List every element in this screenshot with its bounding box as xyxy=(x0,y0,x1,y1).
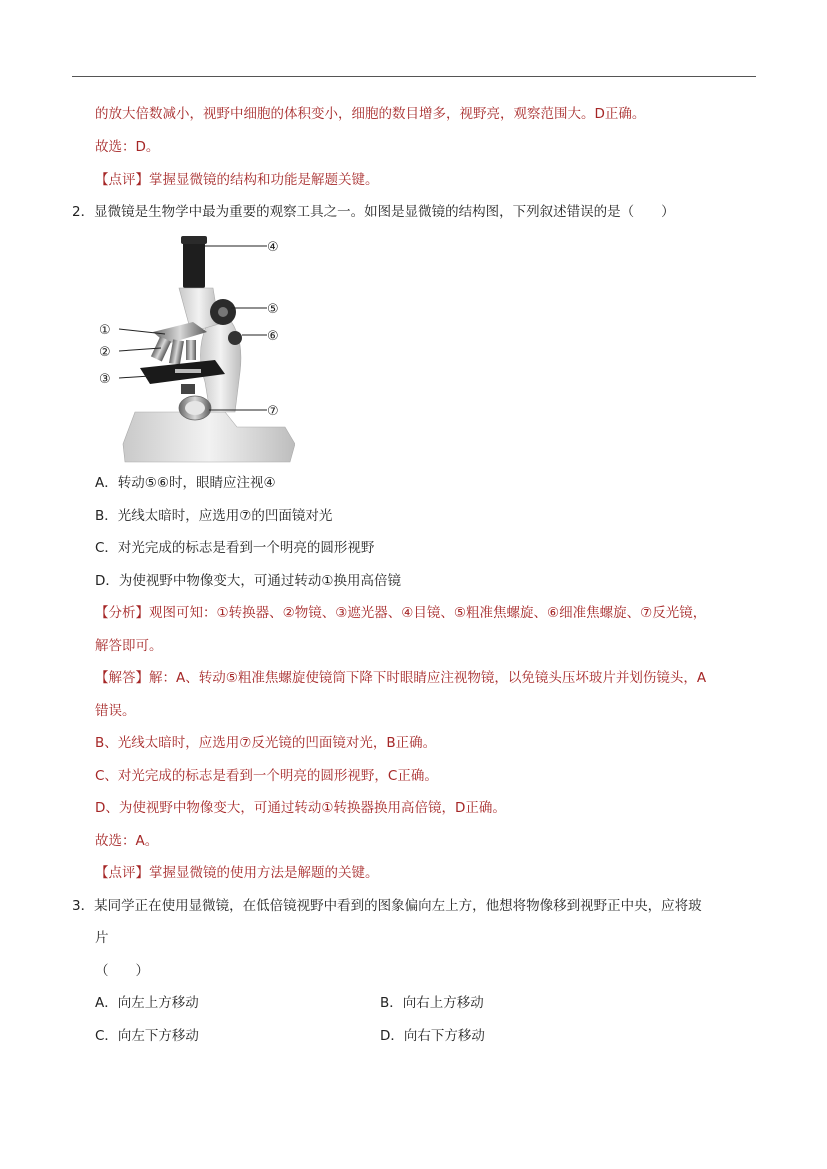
q2-stem: 2．显微镜是生物学中最为重要的观察工具之一。如图是显微镜的结构图，下列叙述错误的是（ ） xyxy=(72,204,675,220)
fig-label-7: ⑦ xyxy=(267,404,279,419)
q3-option-b: B．向右上方移动 xyxy=(380,995,484,1011)
prev-choose: 故选：D。 xyxy=(95,139,160,155)
q2-answer-b: B、光线太暗时，应选用⑦反光镜的凹面镜对光，B正确。 xyxy=(95,735,437,751)
fig-label-1: ① xyxy=(99,323,111,338)
q2-answer-d: D、为使视野中物像变大，可通过转动①转换器换用高倍镜，D正确。 xyxy=(95,800,506,816)
comment-text: 掌握显微镜的使用方法是解题的关键。 xyxy=(149,865,379,881)
q2-choose: 故选：A。 xyxy=(95,833,159,849)
answer-tag: 【解答】 xyxy=(95,670,149,686)
prev-answer-line: 的放大倍数减小，视野中细胞的体积变小，细胞的数目增多，视野亮，观察范围大。D正确。 xyxy=(95,106,646,122)
q2-option-c: C．对光完成的标志是看到一个明亮的圆形视野 xyxy=(95,540,375,556)
q3-stem: 3．某同学正在使用显微镜，在低倍镜视野中看到的图象偏向左上方，他想将物像移到视野正中央，应将玻 xyxy=(72,898,702,914)
header-rule xyxy=(72,76,756,77)
q2-option-b: B．光线太暗时，应选用⑦的凹面镜对光 xyxy=(95,508,333,524)
analysis-tag: 【分析】 xyxy=(95,605,149,621)
comment-tag: 【点评】 xyxy=(95,172,149,188)
q3-paren: （ ） xyxy=(95,963,149,979)
q2-option-d: D．为使视野中物像变大，可通过转动①换用高倍镜 xyxy=(95,573,401,589)
q3-option-a: A．向左上方移动 xyxy=(95,995,199,1011)
analysis-text: 观图可知：①转换器、②物镜、③遮光器、④目镜、⑤粗准焦螺旋、⑥细准焦螺旋、⑦反光镜， xyxy=(149,605,707,621)
q2-analysis xyxy=(95,603,706,623)
fig-label-5: ⑤ xyxy=(267,302,279,317)
fig-label-2: ② xyxy=(99,345,111,360)
q2-answer-c: C、对光完成的标志是看到一个明亮的圆形视野，C正确。 xyxy=(95,768,438,784)
comment-tag: 【点评】 xyxy=(95,865,149,881)
q3-option-c: C．向左下方移动 xyxy=(95,1028,199,1044)
comment-text: 掌握显微镜的结构和功能是解题关键。 xyxy=(149,172,379,188)
fig-label-4: ④ xyxy=(267,240,279,255)
q2-answer xyxy=(95,668,706,688)
q2-analysis-cont: 解答即可。 xyxy=(95,638,163,654)
q2-comment xyxy=(95,863,379,883)
q2-answer-cont: 错误。 xyxy=(95,703,136,719)
fig-label-6: ⑥ xyxy=(267,329,279,344)
q3-option-d: D．向右下方移动 xyxy=(380,1028,485,1044)
q2-option-a: A．转动⑤⑥时，眼睛应注视④ xyxy=(95,475,276,491)
answer-text: 解：A、转动⑤粗准焦螺旋使镜筒下降下时眼睛应注视物镜，以免镜头压坏玻片并划伤镜头，A xyxy=(149,670,707,686)
microscope-figure xyxy=(95,232,295,467)
q3-stem-cont: 片 xyxy=(95,930,109,946)
prev-comment xyxy=(95,170,379,190)
fig-label-3: ③ xyxy=(99,372,111,387)
